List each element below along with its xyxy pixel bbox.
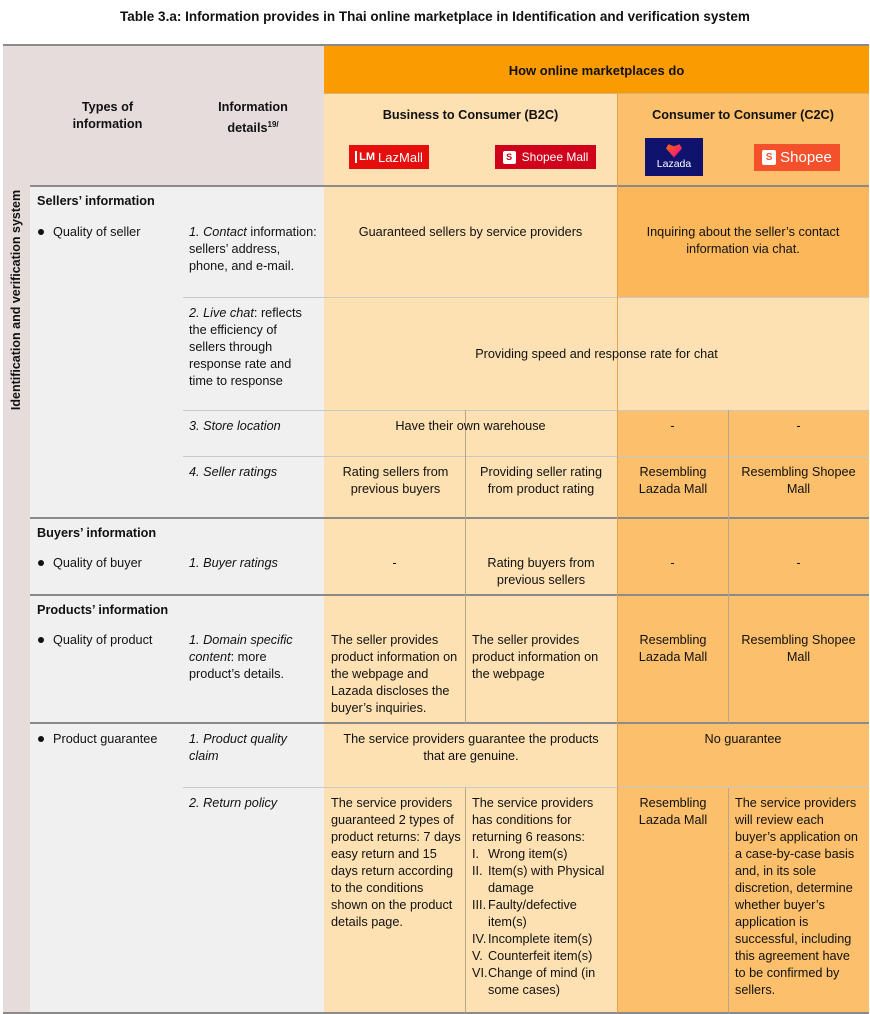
reason-text: Incomplete item(s) <box>488 932 593 946</box>
sellers-r2-detail <box>189 305 317 390</box>
reason-text: Counterfeit item(s) <box>488 949 593 963</box>
buyers-type <box>38 555 178 572</box>
header-c2c: Consumer to Consumer (C2C) <box>652 108 834 122</box>
reason-num: VI. <box>472 966 488 980</box>
rule-g1 <box>183 787 869 788</box>
lazmall-text: LazMall <box>378 149 423 165</box>
list-item <box>472 965 614 999</box>
reason-text: Item(s) with Physical damage <box>488 864 605 895</box>
sellers-r2-all: Providing speed and response rate for chat <box>475 347 718 361</box>
buyers-r1-lazada: - <box>670 556 675 570</box>
bullet-icon <box>38 560 44 566</box>
vsep-b2c-return <box>465 788 466 1013</box>
products-r1-rest: : more product’s details. <box>189 650 284 681</box>
guarantee-r1-detail: 1. Product quality claim <box>189 732 288 763</box>
header-details-sup: 19/ <box>267 120 279 129</box>
heart-icon <box>666 144 682 158</box>
buyers-r1-shopeemall: Rating buyers from previous sellers <box>487 556 595 587</box>
sellers-r4-shopee: Resembling Shopee Mall <box>741 465 856 496</box>
reason-text: Faulty/defective item(s) <box>488 898 577 929</box>
guarantee-r2-detail: 2. Return policy <box>189 796 278 810</box>
sellers-type <box>38 224 178 241</box>
products-r1-shopeemall: The seller provides product information on the webpage <box>472 633 599 681</box>
guarantee-r2-lazada: Resembling Lazada Mall <box>638 796 708 827</box>
rule-header <box>30 185 869 187</box>
side-label: Identification and verification system <box>9 189 23 411</box>
sellers-r4-shopeemall: Providing seller rating from product rating <box>480 465 602 496</box>
sellers-r4-lazmall: Rating sellers from previous buyers <box>342 465 449 496</box>
guarantee-type-text: Product guarantee <box>53 732 158 746</box>
buyers-type-text: Quality of buyer <box>53 556 142 570</box>
reason-num: III. <box>472 898 487 912</box>
rule-buyers <box>30 594 869 596</box>
bag-icon: S <box>503 151 516 164</box>
sellers-r4-detail: 4. Seller ratings <box>189 465 278 479</box>
lazada-logo <box>645 138 703 176</box>
sellers-r3-b2c: Have their own warehouse <box>395 419 546 433</box>
sellers-r4-lazada: Resembling Lazada Mall <box>638 465 708 496</box>
buyers-r1-shopee: - <box>796 556 801 570</box>
sellers-heading: Sellers’ information <box>37 194 155 208</box>
table-title: Table 3.a: Information provides in Thai online marketplace in Identification and verification system <box>120 9 750 24</box>
bullet-icon <box>38 637 44 643</box>
vsep-b2c-products <box>465 595 466 723</box>
vsep-b2c-buyers <box>465 518 466 595</box>
sellers-r1-c2c: Inquiring about the seller’s contact information via chat. <box>646 225 840 256</box>
reason-num: I. <box>472 847 480 861</box>
list-item <box>472 948 614 965</box>
list-item <box>472 846 614 863</box>
vsep-mid <box>617 93 618 1013</box>
reason-text: Change of mind (in some cases) <box>488 966 596 997</box>
header-b2c: Business to Consumer (B2C) <box>382 108 559 122</box>
sellers-type-text: Quality of seller <box>53 225 141 239</box>
header-details-text: Information details <box>218 100 288 136</box>
buyers-heading: Buyers’ information <box>37 526 157 540</box>
sellers-r3-shopee: - <box>796 419 801 433</box>
reason-num: II. <box>472 864 483 878</box>
shopee-logo <box>754 144 840 171</box>
shopeemall-logo <box>495 145 596 169</box>
products-r1-lazmall: The seller provides product information on the webpage and Lazada discloses the buyer’s inquiries. <box>331 633 458 715</box>
products-r1-label: 1. Domain specific content <box>189 633 293 664</box>
header-details <box>198 99 308 137</box>
lazmall-mark: LM <box>355 151 375 163</box>
rule-r1 <box>183 297 869 298</box>
shopee-text: Shopee <box>780 149 832 166</box>
sellers-r3-lazada: - <box>670 419 675 433</box>
lazmall-logo <box>349 145 429 169</box>
guarantee-r1-c2c: No guarantee <box>704 732 782 746</box>
sellers-r2-num: 2. Live chat <box>189 306 254 320</box>
reason-num: V. <box>472 949 483 963</box>
sellers-r3-detail: 3. Store location <box>189 419 281 433</box>
products-type-text: Quality of product <box>53 633 153 647</box>
reason-num: IV. <box>472 932 487 946</box>
products-r1-detail <box>189 632 317 683</box>
products-heading: Products’ information <box>37 603 169 617</box>
products-r1-lazada: Resembling Lazada Mall <box>638 633 708 664</box>
rule-sellers <box>30 517 869 519</box>
reason-text: Wrong item(s) <box>488 847 568 861</box>
rule-r2 <box>183 410 869 411</box>
buyers-r1-detail: 1. Buyer ratings <box>189 556 278 570</box>
shopeemall-text: Shopee Mall <box>521 150 589 164</box>
sellers-r2-rest: : reflects the efficiency of sellers through response rate and time to response <box>189 306 302 388</box>
rule-bottom <box>3 1012 869 1014</box>
header-top: How online marketplaces do <box>508 63 685 78</box>
buyers-r1-lazmall: - <box>392 556 397 570</box>
products-r1-shopee: Resembling Shopee Mall <box>741 633 856 664</box>
return-reasons <box>472 846 614 999</box>
rule-products <box>30 722 869 724</box>
sellers-r1-b2c: Guaranteed sellers by service providers <box>358 225 583 239</box>
guarantee-r1-b2c: The service providers guarantee the products that are genuine. <box>343 732 599 763</box>
lazada-text: Lazada <box>656 157 692 170</box>
list-item <box>472 897 614 931</box>
bullet-icon <box>38 229 44 235</box>
rule-b2c-hdr <box>324 93 869 94</box>
header-types: Types of information <box>72 100 143 131</box>
rule-top <box>3 44 869 46</box>
vsep-c2c-products <box>728 595 729 723</box>
list-item <box>472 863 614 897</box>
products-type <box>38 632 183 649</box>
guarantee-type <box>38 731 183 748</box>
sellers-r1-rest: information: sellers’ address, phone, and e-mail. <box>189 225 317 273</box>
vsep-c2c-return <box>728 788 729 1013</box>
list-item <box>472 931 614 948</box>
guarantee-r2-shopeemall <box>472 795 614 999</box>
rule-r3 <box>183 456 869 457</box>
return-intro: The service providers has conditions for returning 6 reasons: <box>472 796 594 844</box>
sellers-r1-detail <box>189 224 317 275</box>
shopee-bag-icon: S <box>762 150 776 165</box>
sellers-r1-num: 1. Contact <box>189 225 247 239</box>
bullet-icon <box>38 736 44 742</box>
guarantee-r2-lazmall: The service providers guaranteed 2 types of product returns: 7 days easy return and 15 days return according to the conditions shown on the product details page. <box>331 796 461 929</box>
guarantee-r2-shopee: The service providers will review each buyer’s application on a case-by-case basis and, in its sole discretion, determine whether buyer’s application is successful, including this agreement have to be confirmed by sellers. <box>735 796 858 997</box>
